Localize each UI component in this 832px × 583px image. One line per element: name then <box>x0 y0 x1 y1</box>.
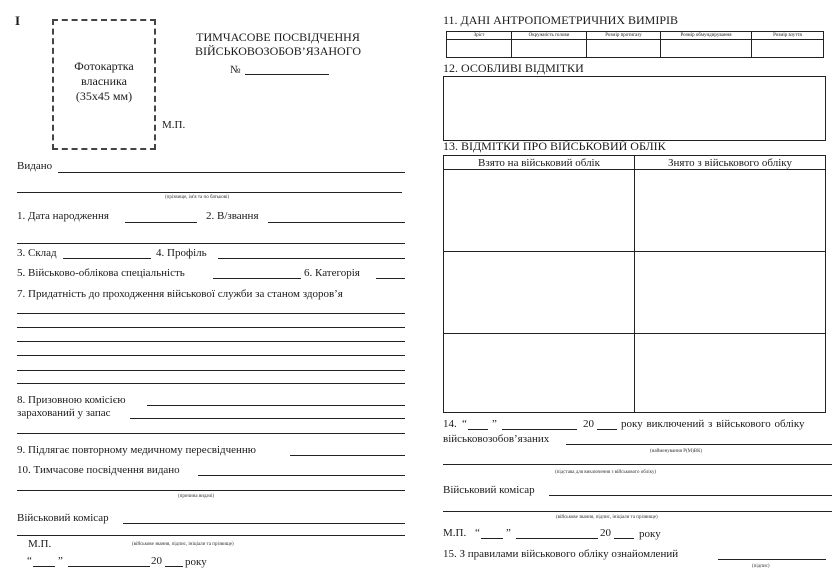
signature-field[interactable] <box>718 559 826 560</box>
anthro-value-height[interactable] <box>447 40 512 58</box>
commission-field[interactable] <box>147 405 405 406</box>
number-label: № <box>230 64 241 76</box>
commissar-field[interactable] <box>123 523 405 524</box>
anthro-value-gasmask[interactable] <box>587 40 661 58</box>
accounting-heading: 13. ВІДМІТКИ ПРО ВІЙСЬКОВИЙ ОБЛІК <box>443 139 666 153</box>
anthro-heading: 11. ДАНІ АНТРОПОМЕТРИЧНИХ ВИМІРІВ <box>443 13 679 27</box>
right-date-open-quote: “ <box>475 527 480 539</box>
commission-label: 8. Призовною комісією <box>17 394 126 406</box>
reexam-field[interactable] <box>290 455 405 456</box>
rvk-hint: (найменування Р(М)ВК) <box>650 449 703 454</box>
commissar-field-line2[interactable] <box>17 535 405 536</box>
fitness-line-2[interactable] <box>17 327 405 328</box>
rank-field[interactable] <box>268 222 405 223</box>
right-date-close-quote: ” <box>506 527 511 539</box>
title-line1: ТИМЧАСОВЕ ПОСВІДЧЕННЯ <box>196 30 360 44</box>
page-marker: I <box>15 13 21 28</box>
commissar-hint: (військове звання, підпис, ініціали та прізвище) <box>132 542 234 547</box>
reserve-field-line2[interactable] <box>17 433 405 434</box>
accounting-col-deregistered: Знято з військового обліку <box>635 156 826 170</box>
category-label: 6. Категорія <box>304 267 360 279</box>
stamp-label: М.П. <box>162 119 186 131</box>
title-line2: ВІЙСЬКОВОЗОБОВ’ЯЗАНОГО <box>194 44 362 58</box>
right-stamp-label: М.П. <box>443 527 467 539</box>
document-title <box>188 30 368 58</box>
exclusion-text2: військовозобов’язаних <box>443 433 550 445</box>
fitness-line-1[interactable] <box>17 313 405 314</box>
basis-field[interactable] <box>443 464 832 465</box>
fitness-line-5[interactable] <box>17 370 405 371</box>
exclusion-text: року виключений з військового обліку <box>621 418 805 430</box>
year-field[interactable] <box>165 566 183 567</box>
anthro-col-gasmask: Розмір протигазу <box>587 32 661 40</box>
fitness-line-3[interactable] <box>17 341 405 342</box>
fitness-label: 7. Придатність до проходження військової служби за станом здоров’я <box>17 288 343 300</box>
fitness-line-4[interactable] <box>17 355 405 356</box>
accounting-col-registered: Взято на військовий облік <box>444 156 635 170</box>
anthro-table <box>446 31 824 58</box>
right-month-field[interactable] <box>516 538 598 539</box>
rank-label: 2. В/звання <box>206 210 259 222</box>
exclusion-month-field[interactable] <box>502 429 577 430</box>
exclusion-close-quote: ” <box>492 418 497 430</box>
commissar-label: Військовий комісар <box>17 512 109 524</box>
special-heading: 12. ОСОБЛИВІ ВІДМІТКИ <box>443 61 584 75</box>
rules-label: 15. З правилами військового обліку ознайомлений <box>443 548 679 560</box>
accounting-cell[interactable] <box>635 252 826 334</box>
accounting-cell[interactable] <box>444 334 635 413</box>
cert-issued-field[interactable] <box>198 475 405 476</box>
right-commissar-hint: (військове звання, підпис, ініціали та прізвище) <box>556 515 658 520</box>
photo-label-line2: власника <box>81 74 127 88</box>
composition-field[interactable] <box>63 258 151 259</box>
profile-field[interactable] <box>218 258 405 259</box>
right-day-field[interactable] <box>481 538 503 539</box>
year-suffix: року <box>185 556 207 568</box>
anthro-col-uniform: Розмір обмундирування <box>661 32 752 40</box>
anthro-value-shoes[interactable] <box>752 40 824 58</box>
right-commissar-label: Військовий комісар <box>443 484 535 496</box>
right-year-prefix: 20 <box>600 527 611 539</box>
accounting-cell[interactable] <box>444 252 635 334</box>
anthro-col-shoes: Розмір взуття <box>752 32 824 40</box>
exclusion-year-field[interactable] <box>597 429 617 430</box>
month-field[interactable] <box>68 566 150 567</box>
cert-issued-hint: (причина видачі) <box>178 494 215 499</box>
composition-label: 3. Склад <box>17 247 57 259</box>
right-year-field[interactable] <box>614 538 634 539</box>
exclusion-day-field[interactable] <box>468 429 488 430</box>
right-commissar-field-line2[interactable] <box>443 511 832 512</box>
day-field[interactable] <box>33 566 55 567</box>
reserve-label: зарахований у запас <box>17 407 111 419</box>
anthro-col-height: Зріст <box>447 32 512 40</box>
special-marks-box[interactable] <box>443 76 826 141</box>
issued-label: Видано <box>17 160 53 172</box>
rvk-field[interactable] <box>566 444 832 445</box>
issued-field[interactable] <box>58 172 405 173</box>
right-year-suffix: року <box>639 528 661 540</box>
anthro-col-head: Окружність голови <box>512 32 587 40</box>
signature-hint: (підпис) <box>752 564 770 569</box>
accounting-cell[interactable] <box>635 170 826 252</box>
photo-label-line3: (35х45 мм) <box>75 89 133 103</box>
number-field[interactable] <box>245 74 329 75</box>
birth-date-field[interactable] <box>125 222 197 223</box>
photo-placeholder[interactable] <box>52 19 156 150</box>
rank-field-line2[interactable] <box>17 243 405 244</box>
fitness-line-6[interactable] <box>17 383 405 384</box>
reserve-field[interactable] <box>130 418 405 419</box>
birth-date-label: 1. Дата народження <box>17 210 109 222</box>
specialty-label: 5. Військово-облікова спеціальність <box>17 267 185 279</box>
accounting-table <box>443 155 826 413</box>
accounting-cell[interactable] <box>444 170 635 252</box>
exclusion-open-quote: “ <box>462 418 467 430</box>
anthro-value-uniform[interactable] <box>661 40 752 58</box>
anthro-value-head[interactable] <box>512 40 587 58</box>
category-field[interactable] <box>376 278 405 279</box>
exclusion-number: 14. <box>443 418 457 430</box>
right-commissar-field[interactable] <box>549 495 832 496</box>
date-open-quote: “ <box>27 555 32 567</box>
cert-issued-field-line2[interactable] <box>17 490 405 491</box>
date-close-quote: ” <box>58 555 63 567</box>
basis-hint: (підстава для виключення з військового обліку) <box>555 470 657 475</box>
profile-label: 4. Профіль <box>156 247 207 259</box>
exclusion-year-prefix: 20 <box>583 418 594 430</box>
issued-hint: (прізвище, ім'я та по батькові) <box>165 195 230 200</box>
cert-issued-label: 10. Тимчасове посвідчення видано <box>17 464 180 476</box>
reexam-label: 9. Підлягає повторному медичному пересвідченню <box>17 444 257 456</box>
photo-label-line1: Фотокартка <box>74 59 134 73</box>
accounting-cell[interactable] <box>635 334 826 413</box>
year-prefix: 20 <box>151 555 162 567</box>
specialty-field[interactable] <box>213 278 301 279</box>
left-stamp-label: М.П. <box>28 538 52 550</box>
issued-field-line2[interactable] <box>17 192 402 193</box>
